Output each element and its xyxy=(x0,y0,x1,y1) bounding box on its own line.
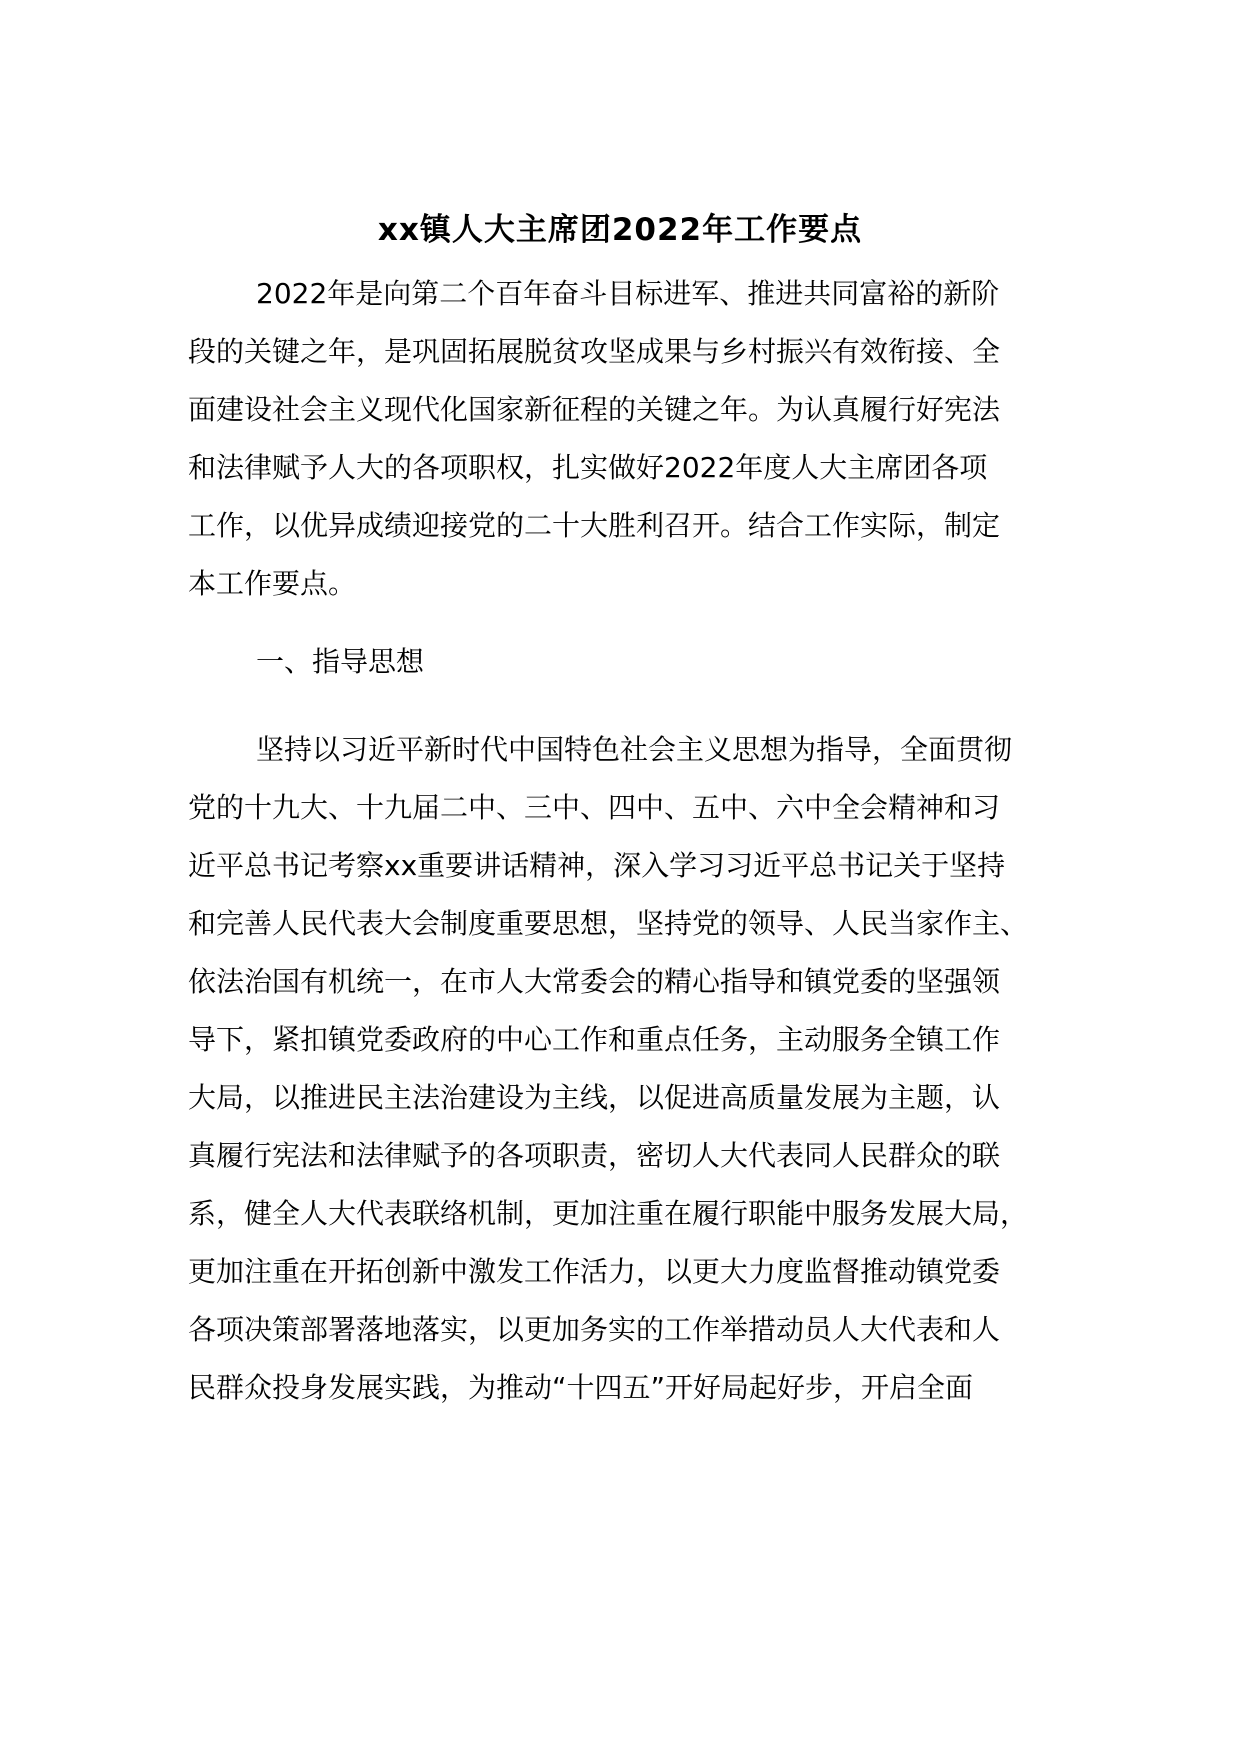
paragraph-line: 和完善人民代表大会制度重要思想，坚持党的领导、人民当家作主、 xyxy=(188,907,1029,940)
paragraph-line: 段的关键之年，是巩固拓展脱贫攻坚成果与乡村振兴有效衔接、全 xyxy=(188,335,1001,368)
paragraph-line: 党的十九大、十九届二中、三中、四中、五中、六中全会精神和习 xyxy=(188,791,1001,824)
paragraph-line: 更加注重在开拓创新中激发工作活力，以更大力度监督推动镇党委 xyxy=(188,1255,1001,1288)
paragraph-line: 本工作要点。 xyxy=(188,567,357,600)
paragraph-line: 坚持以习近平新时代中国特色社会主义思想为指导，全面贯彻 xyxy=(256,733,1013,766)
paragraph-line: 各项决策部署落地落实，以更加务实的工作举措动员人大代表和人 xyxy=(188,1313,1001,1346)
paragraph-line: 导下，紧扣镇党委政府的中心工作和重点任务，主动服务全镇工作 xyxy=(188,1023,1001,1056)
paragraph-line: 民群众投身发展实践，为推动“十四五”开好局起好步，开启全面 xyxy=(188,1371,974,1404)
paragraph-line: 2022年是向第二个百年奋斗目标进军、推进共同富裕的新阶 xyxy=(256,277,1000,310)
paragraph-line: 依法治国有机统一，在市人大常委会的精心指导和镇党委的坚强领 xyxy=(188,965,1001,998)
paragraph-line: 大局，以推进民主法治建设为主线，以促进高质量发展为主题，认 xyxy=(188,1081,1001,1114)
paragraph-line: 近平总书记考察xx重要讲话精神，深入学习习近平总书记关于坚持 xyxy=(188,849,1006,882)
paragraph-line: 真履行宪法和法律赋予的各项职责，密切人大代表同人民群众的联 xyxy=(188,1139,1001,1172)
section-heading: 一、指导思想 xyxy=(256,645,425,678)
document-title: xx镇人大主席团2022年工作要点 xyxy=(377,212,863,248)
paragraph-line: 系，健全人大代表联络机制，更加注重在履行职能中服务发展大局， xyxy=(188,1197,1029,1230)
paragraph-line: 面建设社会主义现代化国家新征程的关键之年。为认真履行好宪法 xyxy=(188,393,1001,426)
paragraph-line: 和法律赋予人大的各项职权，扎实做好2022年度人大主席团各项 xyxy=(188,451,988,484)
paragraph-line: 工作，以优异成绩迎接党的二十大胜利召开。结合工作实际，制定 xyxy=(188,509,1001,542)
